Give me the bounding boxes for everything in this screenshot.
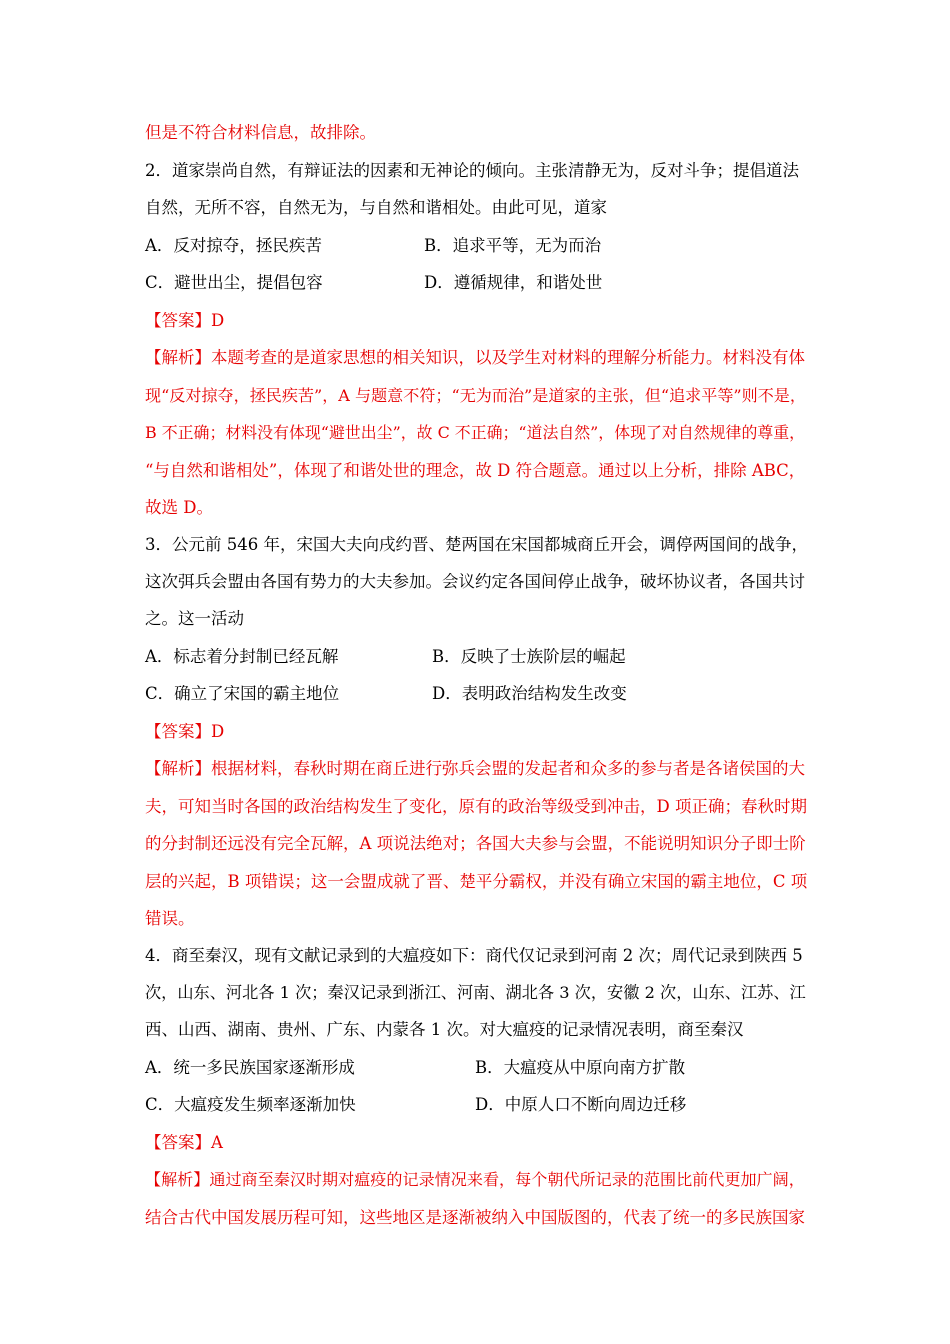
q3-answer: 【答案】D	[145, 722, 225, 741]
q3-analysis-line-3: 的分封制还远没有完全瓦解，A 项说法绝对；各国大夫参与会盟，不能说明知识分子即士阶	[145, 834, 806, 853]
q4-option-b: B．大瘟疫从中原向南方扩散	[475, 1058, 686, 1077]
q3-stem-line-1: 3．公元前 546 年，宋国大夫向戌约晋、楚两国在宋国都城商丘开会，调停两国间的战争，	[145, 535, 808, 554]
q2-analysis-line-1: 【解析】本题考查的是道家思想的相关知识，以及学生对材料的理解分析能力。材料没有体	[145, 348, 805, 367]
q3-analysis-line-2: 夫，可知当时各国的政治结构发生了变化，原有的政治等级受到冲击，D 项正确；春秋时期	[145, 797, 807, 816]
q2-analysis-line-3: B 不正确；材料没有体现“避世出尘”，故 C 不正确；“道法自然”，体现了对自然规律的尊重，	[145, 423, 806, 442]
q3-stem-line-2: 这次弭兵会盟由各国有势力的大夫参加。会议约定各国间停止战争，破坏协议者，各国共讨	[145, 572, 805, 591]
q3-analysis-line-5: 错误。	[145, 909, 195, 928]
q2-analysis-line-4: “与自然和谐相处”，体现了和谐处世的理念，故 D 符合题意。通过以上分析，排除 ABC，	[145, 461, 806, 480]
q4-option-a: A．统一多民族国家逐渐形成	[145, 1058, 355, 1077]
q4-option-d: D．中原人口不断向周边迁移	[475, 1095, 687, 1114]
q2-option-d: D．遵循规律，和谐处世	[424, 273, 603, 292]
q2-option-a: A．反对掠夺，拯民疾苦	[145, 236, 322, 255]
q3-option-b: B．反映了士族阶层的崛起	[432, 647, 626, 666]
q3-analysis-line-1: 【解析】根据材料，春秋时期在商丘进行弥兵会盟的发起者和众多的参与者是各诸侯国的大	[145, 759, 805, 778]
intro-analysis-line: 但是不符合材料信息，故排除。	[145, 123, 376, 142]
q2-option-b: B．追求平等，无为而治	[424, 236, 602, 255]
q4-analysis-line-1: 【解析】通过商至秦汉时期对瘟疫的记录情况来看，每个朝代所记录的范围比前代更加广阔，	[145, 1170, 805, 1189]
q2-analysis-line-2: 现“反对掠夺，拯民疾苦”，A 与题意不符；“无为而治”是道家的主张，但“追求平等”则不是，	[145, 386, 806, 405]
q3-option-d: D．表明政治结构发生改变	[432, 684, 627, 703]
q4-analysis-line-2: 结合古代中国发展历程可知，这些地区是逐渐被纳入中国版图的，代表了统一的多民族国家	[145, 1208, 805, 1227]
q4-answer: 【答案】A	[145, 1133, 223, 1152]
q2-stem-line-2: 自然，无所不容，自然无为，与自然和谐相处。由此可见，道家	[145, 198, 607, 217]
q2-option-c: C．避世出尘，提倡包容	[145, 273, 323, 292]
q4-stem-line-2: 次，山东、河北各 1 次；秦汉记录到浙江、河南、湖北各 3 次，安徽 2 次，山东、江苏、江	[145, 983, 806, 1002]
q4-stem-line-1: 4．商至秦汉，现有文献记录到的大瘟疫如下：商代仅记录到河南 2 次；周代记录到陕西 5	[145, 946, 803, 965]
q3-option-c: C．确立了宋国的霸主地位	[145, 684, 340, 703]
q2-analysis-line-5: 故选 D。	[145, 498, 213, 517]
q2-answer: 【答案】D	[145, 311, 225, 330]
q2-stem-line-1: 2．道家崇尚自然，有辩证法的因素和无神论的倾向。主张清静无为，反对斗争；提倡道法	[145, 161, 799, 180]
q3-option-a: A．标志着分封制已经瓦解	[145, 647, 339, 666]
q3-stem-line-3: 之。这一活动	[145, 609, 244, 628]
q3-analysis-line-4: 层的兴起，B 项错误；这一会盟成就了晋、楚平分霸权，并没有确立宋国的霸主地位，C 项	[145, 872, 808, 891]
q4-option-c: C．大瘟疫发生频率逐渐加快	[145, 1095, 356, 1114]
q4-stem-line-3: 西、山西、湖南、贵州、广东、内蒙各 1 次。对大瘟疫的记录情况表明，商至秦汉	[145, 1020, 744, 1039]
